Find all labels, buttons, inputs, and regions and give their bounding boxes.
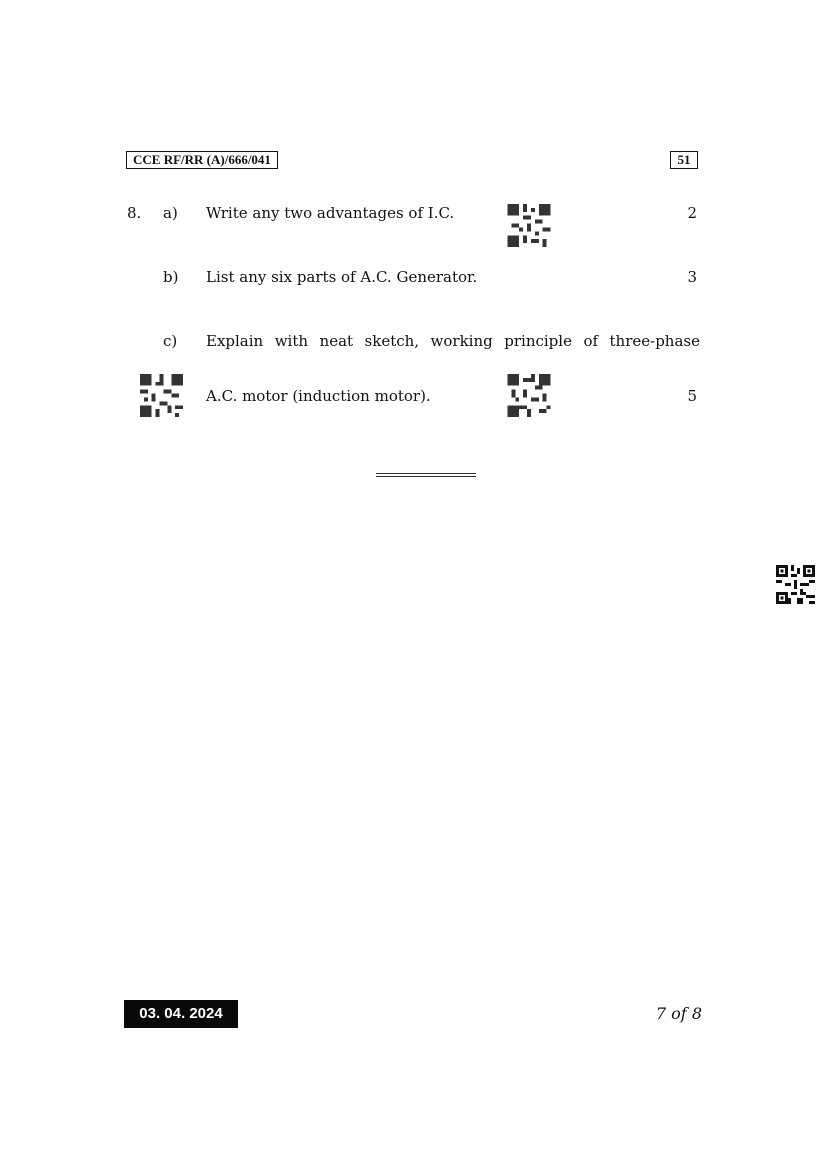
part-b-label: b)	[163, 268, 179, 286]
part-a-marks: 2	[687, 204, 697, 222]
page-number: 7 of 8	[655, 1004, 702, 1023]
qr-code-icon	[140, 374, 183, 417]
paper-code: CCE RF/RR (A)/666/041	[126, 151, 278, 169]
part-c-text-line2: A.C. motor (induction motor).	[206, 387, 431, 405]
part-c-marks: 5	[687, 387, 697, 405]
qr-code-icon	[507, 204, 551, 247]
part-c-text-line1: Explain with neat sketch, working principle of three-phase	[206, 332, 700, 350]
part-c-label: c)	[163, 332, 178, 350]
question-number: 8.	[127, 204, 142, 222]
part-a-text: Write any two advantages of I.C.	[206, 204, 455, 222]
paper-number-box: 51	[670, 151, 698, 169]
part-b-text: List any six parts of A.C. Generator.	[206, 268, 478, 286]
qr-code-icon	[507, 374, 551, 417]
end-of-paper-rule	[376, 473, 476, 477]
exam-date-badge: 03. 04. 2024	[124, 1000, 238, 1028]
part-a-label: a)	[163, 204, 178, 222]
qr-code-icon	[776, 565, 815, 604]
part-b-marks: 3	[687, 268, 697, 286]
